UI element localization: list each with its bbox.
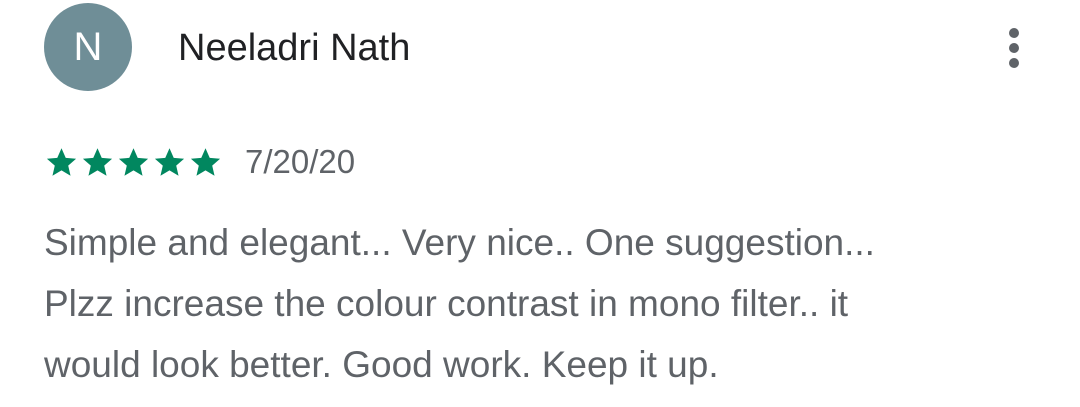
star-icon	[80, 145, 115, 180]
star-rating	[44, 145, 223, 180]
review-text: Simple and elegant... Very nice.. One suggestion... Plzz increase the colour contrast in mono filter.. it would look better. Good work. Keep it up.	[44, 222, 875, 385]
review-date: 7/20/20	[245, 143, 356, 180]
star-icon	[188, 145, 223, 180]
more-options-button[interactable]	[990, 24, 1038, 72]
more-vertical-icon	[1007, 26, 1021, 70]
rating-row	[44, 142, 355, 182]
avatar	[44, 3, 132, 91]
star-icon	[152, 145, 187, 180]
star-icon	[44, 145, 79, 180]
avatar-initial: N	[73, 24, 103, 69]
star-icon	[116, 145, 151, 180]
reviewer-name: Neeladri Nath	[178, 27, 411, 69]
